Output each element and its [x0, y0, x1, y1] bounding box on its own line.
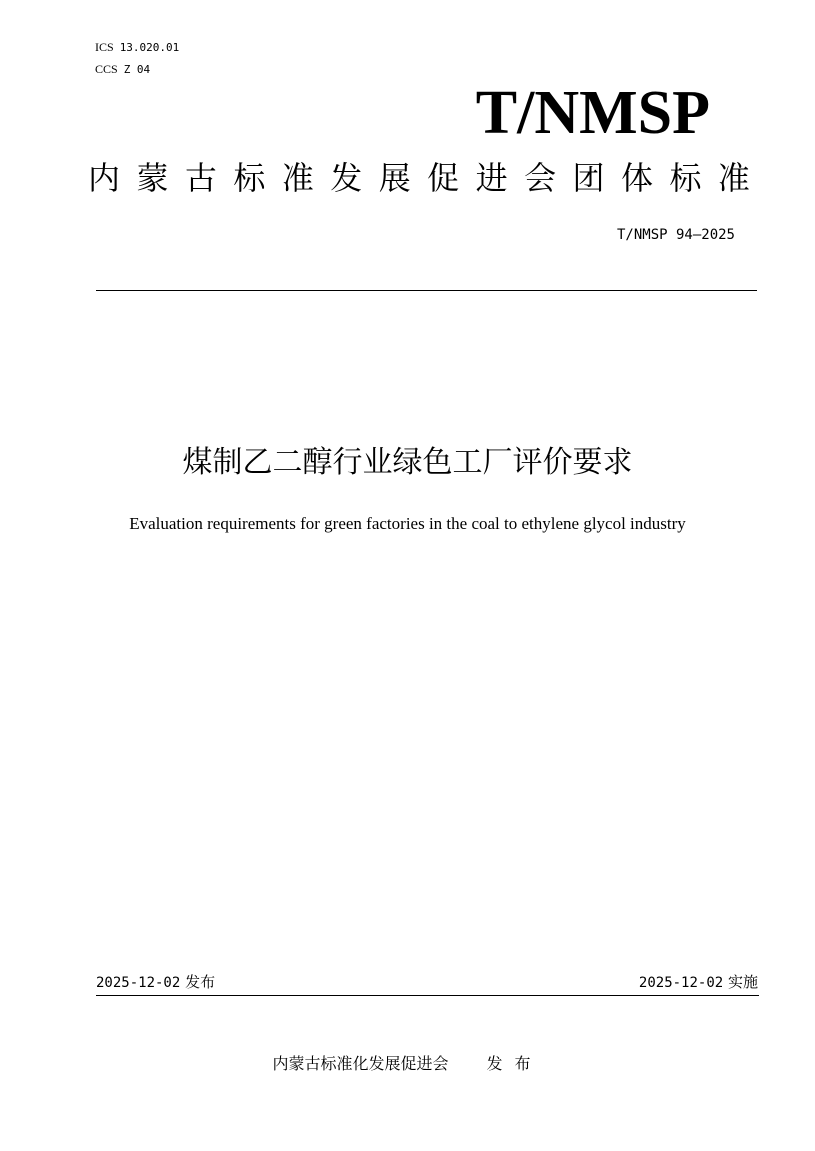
publish-date-value: 2025-12-02: [96, 975, 181, 991]
org-title-char: 团: [572, 159, 605, 197]
org-title-char: 展: [378, 159, 411, 197]
org-title-char: 促: [427, 159, 460, 197]
ics-value: 13.020.01: [119, 41, 180, 54]
document-title-en: Evaluation requirements for green factories in the coal to ethylene glycol industry: [129, 514, 686, 533]
org-title-char: 内: [88, 159, 121, 197]
org-title-char: 进: [475, 159, 508, 197]
publisher-name: 内蒙古标准化发展促进会: [272, 1054, 449, 1073]
header-divider: [96, 290, 757, 291]
org-title-char: 体: [620, 159, 653, 197]
implement-date-value: 2025-12-02: [638, 975, 724, 991]
org-title-char: 准: [281, 159, 314, 197]
standard-brand: T/NMSP: [475, 79, 710, 147]
ics-code: [95, 40, 179, 55]
ccs-value: Z 04: [123, 63, 151, 76]
publisher-line: [0, 1053, 815, 1075]
footer-divider: [96, 995, 759, 996]
org-title-char: 蒙: [136, 159, 169, 197]
ccs-label: CCS: [95, 62, 118, 76]
ccs-code: [95, 62, 150, 77]
org-title-char: 发: [330, 159, 363, 197]
org-title-char: 古: [184, 159, 217, 197]
publisher-verb: 发布: [486, 1054, 543, 1073]
implement-date: [639, 972, 758, 993]
org-title-char: 标: [669, 159, 702, 197]
standard-number: T/NMSP 94—2025: [616, 227, 735, 243]
publish-date: [96, 972, 215, 993]
document-title-cn: 煤制乙二醇行业绿色工厂评价要求: [182, 445, 633, 480]
ics-label: ICS: [95, 40, 114, 54]
publish-date-label: 发布: [185, 973, 216, 991]
org-title-char: 标: [233, 159, 266, 197]
implement-date-label: 实施: [727, 973, 758, 991]
org-title-char: 准: [717, 159, 750, 197]
organization-title: [88, 158, 750, 198]
org-title-char: 会: [524, 159, 557, 197]
